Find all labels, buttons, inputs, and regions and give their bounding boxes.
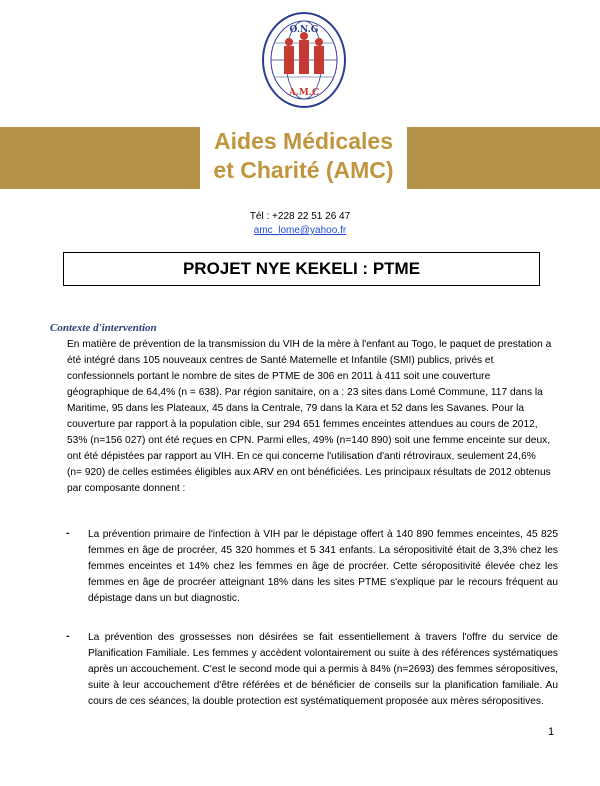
intro-line: été intégré dans 105 nouveaux centres de Santé Maternelle et Infantile (SMI) publics, privés et xyxy=(67,355,494,366)
page-number: 1 xyxy=(548,726,555,738)
bullet-paragraph-unwanted-pregnancy: La prévention des grossesses non désirées se fait essentiellement à travers l'offre du service de Planification Familiale. Les femmes y accèdent volontairement ou suite à des références systématiques après un accouchement. C'est le second mode qui a permis à 84% (n=2693) des femmes séropositives, suite à leur accouchement d'être référées et de bénéficier de conseils sur la planification familiale. Au cours de ces séances, la double protection est systématiquement proposée aux mères séropositives. xyxy=(88,632,558,707)
section-heading: Contexte d'intervention xyxy=(50,322,157,334)
intro-line: En matière de prévention de la transmission du VIH de la mère à l'enfant au Togo, le paquet de prestation a xyxy=(67,339,552,350)
project-title: PROJET NYE KEKELI : PTME xyxy=(63,252,540,286)
logo-top-text: O.N.G xyxy=(289,25,319,35)
globe-logo-icon xyxy=(261,10,347,110)
intro-line: (n= 920) de celles estimées éligibles aux ARV en ont bénéficiées. Les principaux résultats de 2012 obtenus xyxy=(67,467,551,478)
logo-bottom-text: A.M.C xyxy=(288,88,320,98)
email-link[interactable]: amc_lome@yahoo.fr xyxy=(253,225,347,236)
intro-line: confessionnels portant le nombre de sites de PTME de 306 en 2011 à 411 soit une couverture xyxy=(67,371,491,382)
header-band-right xyxy=(407,127,600,189)
intro-line: par composante donnent : xyxy=(67,483,186,494)
organization-name-line-2: et Charité (AMC) xyxy=(213,157,394,183)
intro-line: Maritime, 95 dans les Plateaux, 45 dans la Centrale, 79 dans la Kara et 52 dans les Savanes. Pour la xyxy=(67,403,525,414)
intro-line: 53% (n=156 027) ont été reçues en CPN. Parmi elles, 49% (n=140 890) soit une femme enceinte sur deux, xyxy=(67,435,551,446)
phone-number: Tél : +228 22 51 26 47 xyxy=(249,211,351,222)
ong-amc-logo xyxy=(261,10,347,110)
organization-name xyxy=(200,127,407,189)
intro-line: géographique de 64,4% (n = 638). Par région sanitaire, on a : 23 sites dans Lomé Commune, 117 dans la xyxy=(67,387,543,398)
bullet-marker: - xyxy=(66,527,70,539)
header-band-left xyxy=(0,127,200,189)
bullet-paragraph-primary-prevention: La prévention primaire de l'infection à VIH par le dépistage offert à 140 890 femmes enceintes, 45 825 femmes en âge de procréer, 45 320 hommes et 5 341 enfants. La séropositivité était de 3,3% chez les femmes enceintes et 14% chez les femmes en âge de procréer. Cette séropositivité élevée chez les femmes en âge de procréer atteignant 18% dans les sites PTME s'explique par le recours fréquent au dépistage dans un but diagnostic. xyxy=(88,529,558,604)
bullet-marker: - xyxy=(66,630,70,642)
intro-line: couverture par rapport à la population cible, sur 294 651 femmes enceintes attendues au cours de 2012, xyxy=(67,419,538,430)
intro-paragraph xyxy=(67,337,562,497)
intro-line: ont été dépistées par rapport au VIH. En ce qui concerne l'utilisation d'anti rétroviraux, seulement 24,6% xyxy=(67,451,536,462)
organization-name-line-1: Aides Médicales xyxy=(214,128,393,154)
